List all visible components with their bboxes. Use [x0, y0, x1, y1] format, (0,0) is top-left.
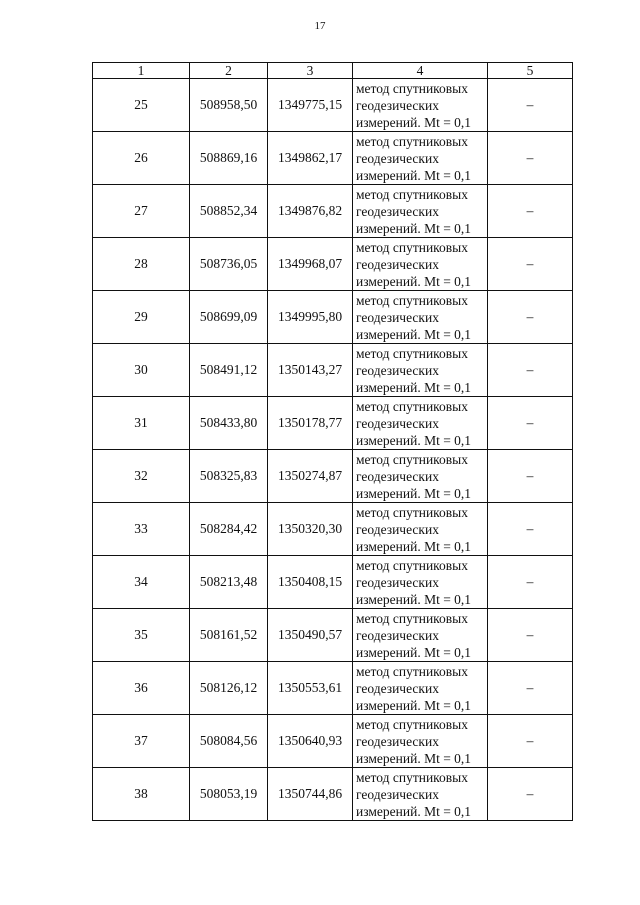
method-cell	[353, 132, 488, 185]
y-coordinate-cell: 1349862,17	[268, 132, 353, 185]
method-line: геодезических	[356, 256, 439, 272]
point-number-cell: 38	[93, 768, 190, 821]
point-number-cell: 34	[93, 556, 190, 609]
point-number-cell: 27	[93, 185, 190, 238]
table-row	[93, 344, 573, 397]
note-cell: –	[488, 715, 573, 768]
method-line: измерений. Mt = 0,1	[356, 485, 472, 501]
x-coordinate-cell: 508053,19	[190, 768, 268, 821]
x-coordinate-cell: 508213,48	[190, 556, 268, 609]
table-row	[93, 556, 573, 609]
note-cell: –	[488, 450, 573, 503]
y-coordinate-cell: 1350490,57	[268, 609, 353, 662]
x-coordinate-cell: 508491,12	[190, 344, 268, 397]
method-line: геодезических	[356, 680, 439, 696]
y-coordinate-cell: 1350320,30	[268, 503, 353, 556]
method-line: геодезических	[356, 97, 439, 113]
y-coordinate-cell: 1349968,07	[268, 238, 353, 291]
page-number: 17	[314, 20, 326, 32]
method-line: измерений. Mt = 0,1	[356, 326, 472, 342]
header-row	[93, 63, 573, 79]
table-row	[93, 662, 573, 715]
method-cell	[353, 238, 488, 291]
point-number-cell: 26	[93, 132, 190, 185]
y-coordinate-cell: 1350553,61	[268, 662, 353, 715]
point-number-cell: 29	[93, 291, 190, 344]
coordinates-table	[92, 62, 573, 821]
method-line: геодезических	[356, 309, 439, 325]
table-row	[93, 185, 573, 238]
note-cell: –	[488, 79, 573, 132]
note-cell: –	[488, 556, 573, 609]
table-row	[93, 291, 573, 344]
method-line: геодезических	[356, 415, 439, 431]
y-coordinate-cell: 1350744,86	[268, 768, 353, 821]
method-line: геодезических	[356, 362, 439, 378]
y-coordinate-cell: 1349995,80	[268, 291, 353, 344]
method-line: метод спутниковых	[356, 451, 468, 467]
method-line: метод спутниковых	[356, 769, 468, 785]
table-row	[93, 503, 573, 556]
method-line: измерений. Mt = 0,1	[356, 167, 472, 183]
method-cell	[353, 344, 488, 397]
point-number-cell: 33	[93, 503, 190, 556]
method-line: геодезических	[356, 150, 439, 166]
method-line: измерений. Mt = 0,1	[356, 697, 472, 713]
method-line: геодезических	[356, 627, 439, 643]
header-col-1: 1	[93, 63, 190, 79]
note-cell: –	[488, 397, 573, 450]
method-line: метод спутниковых	[356, 716, 468, 732]
method-line: метод спутниковых	[356, 610, 468, 626]
method-cell	[353, 450, 488, 503]
method-line: метод спутниковых	[356, 292, 468, 308]
table-header	[93, 63, 573, 79]
table-row	[93, 768, 573, 821]
table-row	[93, 609, 573, 662]
x-coordinate-cell: 508161,52	[190, 609, 268, 662]
y-coordinate-cell: 1350274,87	[268, 450, 353, 503]
method-cell	[353, 397, 488, 450]
method-cell	[353, 768, 488, 821]
method-line: метод спутниковых	[356, 186, 468, 202]
method-line: измерений. Mt = 0,1	[356, 591, 472, 607]
method-line: измерений. Mt = 0,1	[356, 114, 472, 130]
method-line: измерений. Mt = 0,1	[356, 432, 472, 448]
point-number-cell: 36	[93, 662, 190, 715]
method-line: геодезических	[356, 468, 439, 484]
note-cell: –	[488, 662, 573, 715]
method-cell	[353, 556, 488, 609]
method-line: измерений. Mt = 0,1	[356, 538, 472, 554]
note-cell: –	[488, 132, 573, 185]
y-coordinate-cell: 1350143,27	[268, 344, 353, 397]
method-line: измерений. Mt = 0,1	[356, 220, 472, 236]
y-coordinate-cell: 1349876,82	[268, 185, 353, 238]
method-cell	[353, 609, 488, 662]
method-line: метод спутниковых	[356, 133, 468, 149]
method-line: геодезических	[356, 733, 439, 749]
method-line: измерений. Mt = 0,1	[356, 379, 472, 395]
method-line: геодезических	[356, 521, 439, 537]
x-coordinate-cell: 508284,42	[190, 503, 268, 556]
table-row	[93, 450, 573, 503]
method-line: измерений. Mt = 0,1	[356, 644, 472, 660]
method-line: метод спутниковых	[356, 398, 468, 414]
table-row	[93, 715, 573, 768]
note-cell: –	[488, 503, 573, 556]
x-coordinate-cell: 508869,16	[190, 132, 268, 185]
method-line: геодезических	[356, 574, 439, 590]
note-cell: –	[488, 344, 573, 397]
x-coordinate-cell: 508433,80	[190, 397, 268, 450]
table-row	[93, 132, 573, 185]
point-number-cell: 28	[93, 238, 190, 291]
x-coordinate-cell: 508699,09	[190, 291, 268, 344]
table-body	[93, 79, 573, 821]
point-number-cell: 30	[93, 344, 190, 397]
point-number-cell: 32	[93, 450, 190, 503]
x-coordinate-cell: 508126,12	[190, 662, 268, 715]
point-number-cell: 37	[93, 715, 190, 768]
y-coordinate-cell: 1350640,93	[268, 715, 353, 768]
note-cell: –	[488, 768, 573, 821]
table-row	[93, 397, 573, 450]
header-col-2: 2	[190, 63, 268, 79]
method-cell	[353, 662, 488, 715]
note-cell: –	[488, 185, 573, 238]
point-number-cell: 31	[93, 397, 190, 450]
y-coordinate-cell: 1349775,15	[268, 79, 353, 132]
x-coordinate-cell: 508325,83	[190, 450, 268, 503]
point-number-cell: 35	[93, 609, 190, 662]
method-line: метод спутниковых	[356, 504, 468, 520]
method-cell	[353, 185, 488, 238]
method-cell	[353, 715, 488, 768]
method-line: измерений. Mt = 0,1	[356, 750, 472, 766]
x-coordinate-cell: 508958,50	[190, 79, 268, 132]
method-line: метод спутниковых	[356, 345, 468, 361]
method-line: измерений. Mt = 0,1	[356, 803, 472, 819]
table-row	[93, 238, 573, 291]
table-row	[93, 79, 573, 132]
note-cell: –	[488, 609, 573, 662]
method-line: геодезических	[356, 203, 439, 219]
note-cell: –	[488, 291, 573, 344]
y-coordinate-cell: 1350178,77	[268, 397, 353, 450]
method-line: метод спутниковых	[356, 239, 468, 255]
header-col-5: 5	[488, 63, 573, 79]
method-line: метод спутниковых	[356, 557, 468, 573]
method-cell	[353, 291, 488, 344]
y-coordinate-cell: 1350408,15	[268, 556, 353, 609]
point-number-cell: 25	[93, 79, 190, 132]
x-coordinate-cell: 508852,34	[190, 185, 268, 238]
x-coordinate-cell: 508736,05	[190, 238, 268, 291]
method-line: геодезических	[356, 786, 439, 802]
method-line: метод спутниковых	[356, 663, 468, 679]
method-line: метод спутниковых	[356, 80, 468, 96]
header-col-3: 3	[268, 63, 353, 79]
header-col-4: 4	[353, 63, 488, 79]
method-line: измерений. Mt = 0,1	[356, 273, 472, 289]
method-cell	[353, 79, 488, 132]
x-coordinate-cell: 508084,56	[190, 715, 268, 768]
note-cell: –	[488, 238, 573, 291]
method-cell	[353, 503, 488, 556]
